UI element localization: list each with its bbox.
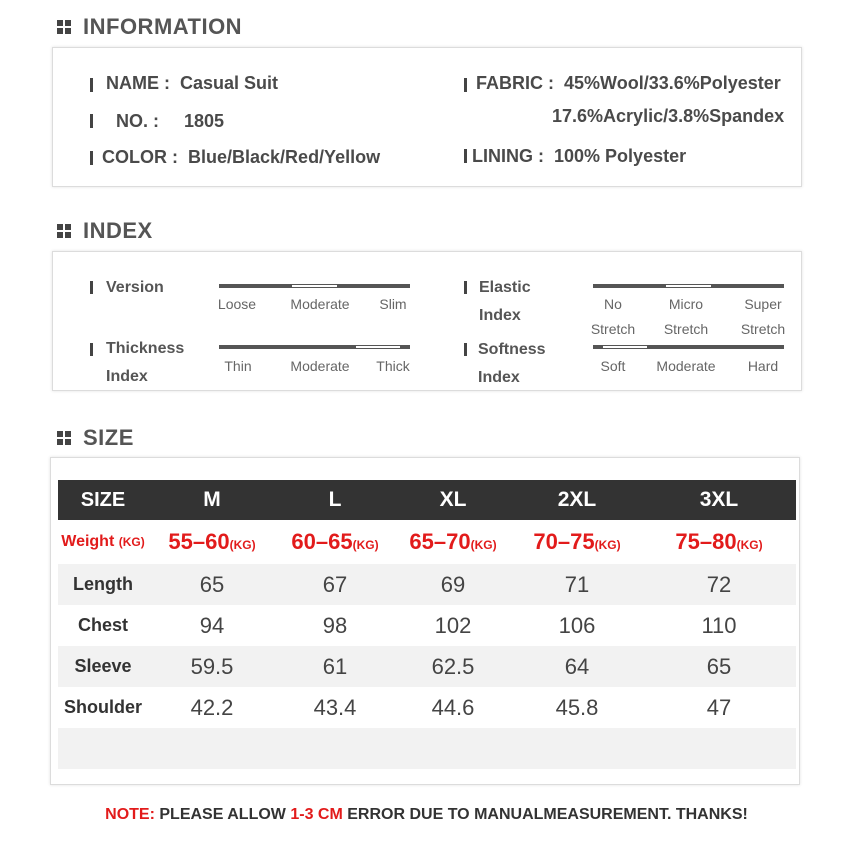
size-header-cell: L bbox=[276, 480, 394, 520]
weight-cell bbox=[394, 520, 512, 564]
table-cell: 44.6 bbox=[431, 694, 475, 720]
measurement-note bbox=[0, 806, 853, 824]
row-label: Length bbox=[58, 564, 148, 605]
table-cell-empty bbox=[642, 728, 796, 769]
weight-unit: (KG) bbox=[470, 538, 497, 552]
info-lining-label: LINING : bbox=[472, 146, 544, 166]
bullet-bar bbox=[464, 149, 467, 163]
index-thickness-selected-mark bbox=[356, 346, 401, 348]
section-title-index bbox=[57, 218, 153, 244]
weight-cell bbox=[642, 520, 796, 564]
table-row bbox=[58, 687, 796, 728]
table-cell: 106 bbox=[558, 612, 596, 638]
index-version-tick-1: Moderate bbox=[290, 296, 350, 312]
index-thickness-scale bbox=[219, 345, 410, 349]
info-fabric-value-2: 17.6%Acrylic/3.8%Spandex bbox=[552, 106, 785, 126]
weight-unit: (KG) bbox=[352, 538, 379, 552]
index-softness-label: Softness bbox=[478, 341, 546, 358]
weight-value: 65–70 bbox=[409, 529, 471, 554]
table-cell: 71 bbox=[512, 564, 642, 605]
table-cell: 98 bbox=[322, 612, 348, 638]
table-cell: 43.4 bbox=[313, 694, 357, 720]
size-header-cell: 3XL bbox=[642, 480, 796, 520]
size-header-cell: M bbox=[148, 480, 276, 520]
weight-unit: (KG) bbox=[736, 538, 763, 552]
table-cell: 64 bbox=[512, 646, 642, 687]
table-row-empty bbox=[58, 728, 796, 769]
bullet-bar bbox=[90, 281, 93, 294]
index-softness-selected-mark bbox=[603, 346, 648, 348]
index-thickness-label-2: Index bbox=[106, 368, 148, 385]
note-text-1: PLEASE ALLOW bbox=[154, 806, 291, 823]
weight-unit: (KG) bbox=[118, 535, 145, 549]
table-cell: 72 bbox=[642, 564, 796, 605]
table-cell: 45.8 bbox=[555, 694, 599, 720]
grid-icon bbox=[57, 224, 71, 238]
weight-unit: (KG) bbox=[229, 538, 256, 552]
weight-unit: (KG) bbox=[594, 538, 621, 552]
index-thickness-tick-2: Thick bbox=[376, 358, 410, 374]
info-color-value: Blue/Black/Red/Yellow bbox=[188, 147, 381, 167]
info-fabric-line2 bbox=[552, 106, 784, 127]
table-cell: 61 bbox=[276, 646, 394, 687]
section-title-information-text: INFORMATION bbox=[83, 14, 243, 39]
weight-value: 70–75 bbox=[533, 529, 595, 554]
weight-cell bbox=[512, 520, 642, 564]
index-elastic-tick-1: Micro bbox=[668, 296, 704, 312]
info-color-label: COLOR : bbox=[102, 147, 178, 167]
info-lining bbox=[472, 146, 686, 167]
row-label: Sleeve bbox=[58, 646, 148, 687]
index-version-label: Version bbox=[106, 279, 164, 296]
index-elastic-tick-0b: Stretch bbox=[590, 321, 636, 337]
size-table bbox=[58, 480, 796, 769]
index-elastic-scale bbox=[593, 284, 784, 288]
info-name-value: Casual Suit bbox=[180, 73, 279, 93]
table-cell: 47 bbox=[706, 694, 732, 720]
index-softness-tick-1: Moderate bbox=[656, 358, 716, 374]
table-cell: 59.5 bbox=[148, 646, 276, 687]
table-cell: 67 bbox=[276, 564, 394, 605]
table-cell: 69 bbox=[394, 564, 512, 605]
weight-cell bbox=[276, 520, 394, 564]
weight-cell bbox=[148, 520, 276, 564]
section-title-index-text: INDEX bbox=[83, 218, 153, 243]
bullet-bar bbox=[464, 281, 467, 294]
note-prefix: NOTE: bbox=[105, 806, 155, 823]
section-title-size-text: SIZE bbox=[83, 425, 134, 450]
size-table-header bbox=[58, 480, 796, 520]
index-thickness-tick-1: Moderate bbox=[290, 358, 350, 374]
table-row-weight bbox=[58, 520, 796, 564]
info-no bbox=[116, 111, 159, 132]
table-row bbox=[58, 564, 796, 605]
table-cell: 94 bbox=[199, 612, 225, 638]
section-title-information bbox=[57, 14, 242, 40]
table-cell: 65 bbox=[148, 564, 276, 605]
index-softness-label-2: Index bbox=[478, 369, 520, 386]
row-label: Shoulder bbox=[63, 697, 142, 717]
grid-icon bbox=[57, 20, 71, 34]
weight-value: 60–65 bbox=[291, 529, 353, 554]
grid-icon bbox=[57, 431, 71, 445]
bullet-bar bbox=[90, 151, 93, 165]
index-version-tick-0: Loose bbox=[217, 296, 257, 312]
index-thickness-label: Thickness bbox=[106, 340, 185, 357]
weight-value: 75–80 bbox=[675, 529, 737, 554]
index-elastic-selected-mark bbox=[666, 285, 711, 287]
info-no-value-wrap bbox=[184, 111, 224, 132]
table-cell: 102 bbox=[434, 612, 472, 638]
index-elastic-tick-1b: Stretch bbox=[663, 321, 709, 337]
weight-value: 55–60 bbox=[168, 529, 230, 554]
info-color bbox=[102, 147, 380, 168]
index-version-tick-2: Slim bbox=[379, 296, 407, 312]
index-elastic-tick-0: No bbox=[604, 296, 622, 312]
index-version-selected-mark bbox=[292, 285, 337, 287]
info-name bbox=[106, 73, 278, 94]
bullet-bar bbox=[90, 114, 93, 128]
table-row bbox=[58, 605, 796, 646]
info-lining-value: 100% Polyester bbox=[554, 146, 687, 166]
row-label-weight bbox=[58, 520, 148, 564]
table-cell: 62.5 bbox=[394, 646, 512, 687]
row-label: Chest bbox=[77, 615, 128, 635]
size-header-cell: SIZE bbox=[58, 480, 148, 520]
info-fabric-label: FABRIC : bbox=[476, 73, 554, 93]
note-range: 1-3 CM bbox=[290, 806, 343, 823]
index-softness-scale bbox=[593, 345, 784, 349]
weight-label-text: Weight bbox=[61, 533, 115, 550]
table-cell-empty bbox=[148, 728, 276, 769]
table-row bbox=[58, 646, 796, 687]
index-elastic-label-2: Index bbox=[479, 307, 521, 324]
note-text-2: ERROR DUE TO MANUALMEASUREMENT. THANKS! bbox=[342, 806, 748, 823]
index-elastic-label: Elastic bbox=[479, 279, 531, 296]
index-elastic-tick-2: Super bbox=[744, 296, 782, 312]
table-cell-empty bbox=[394, 728, 512, 769]
bullet-bar bbox=[90, 78, 93, 92]
bullet-bar bbox=[464, 78, 467, 92]
info-name-label: NAME : bbox=[106, 73, 170, 93]
section-title-size bbox=[57, 425, 134, 451]
info-fabric-value: 45%Wool/33.6%Polyester bbox=[564, 73, 781, 93]
info-no-value: 1805 bbox=[184, 111, 225, 131]
table-cell: 110 bbox=[701, 612, 737, 638]
size-header-cell: 2XL bbox=[512, 480, 642, 520]
size-header-cell: XL bbox=[394, 480, 512, 520]
table-cell-empty bbox=[512, 728, 642, 769]
bullet-bar bbox=[90, 343, 93, 356]
table-cell: 65 bbox=[642, 646, 796, 687]
table-cell-empty bbox=[276, 728, 394, 769]
index-thickness-tick-0: Thin bbox=[224, 358, 252, 374]
table-cell-empty bbox=[58, 728, 148, 769]
table-cell: 42.2 bbox=[190, 694, 234, 720]
index-softness-tick-0: Soft bbox=[600, 358, 626, 374]
bullet-bar bbox=[464, 343, 467, 356]
index-elastic-tick-2b: Stretch bbox=[740, 321, 786, 337]
index-softness-tick-2: Hard bbox=[747, 358, 779, 374]
index-version-scale bbox=[219, 284, 410, 288]
info-no-label: NO. : bbox=[116, 111, 159, 131]
info-fabric bbox=[476, 73, 781, 94]
